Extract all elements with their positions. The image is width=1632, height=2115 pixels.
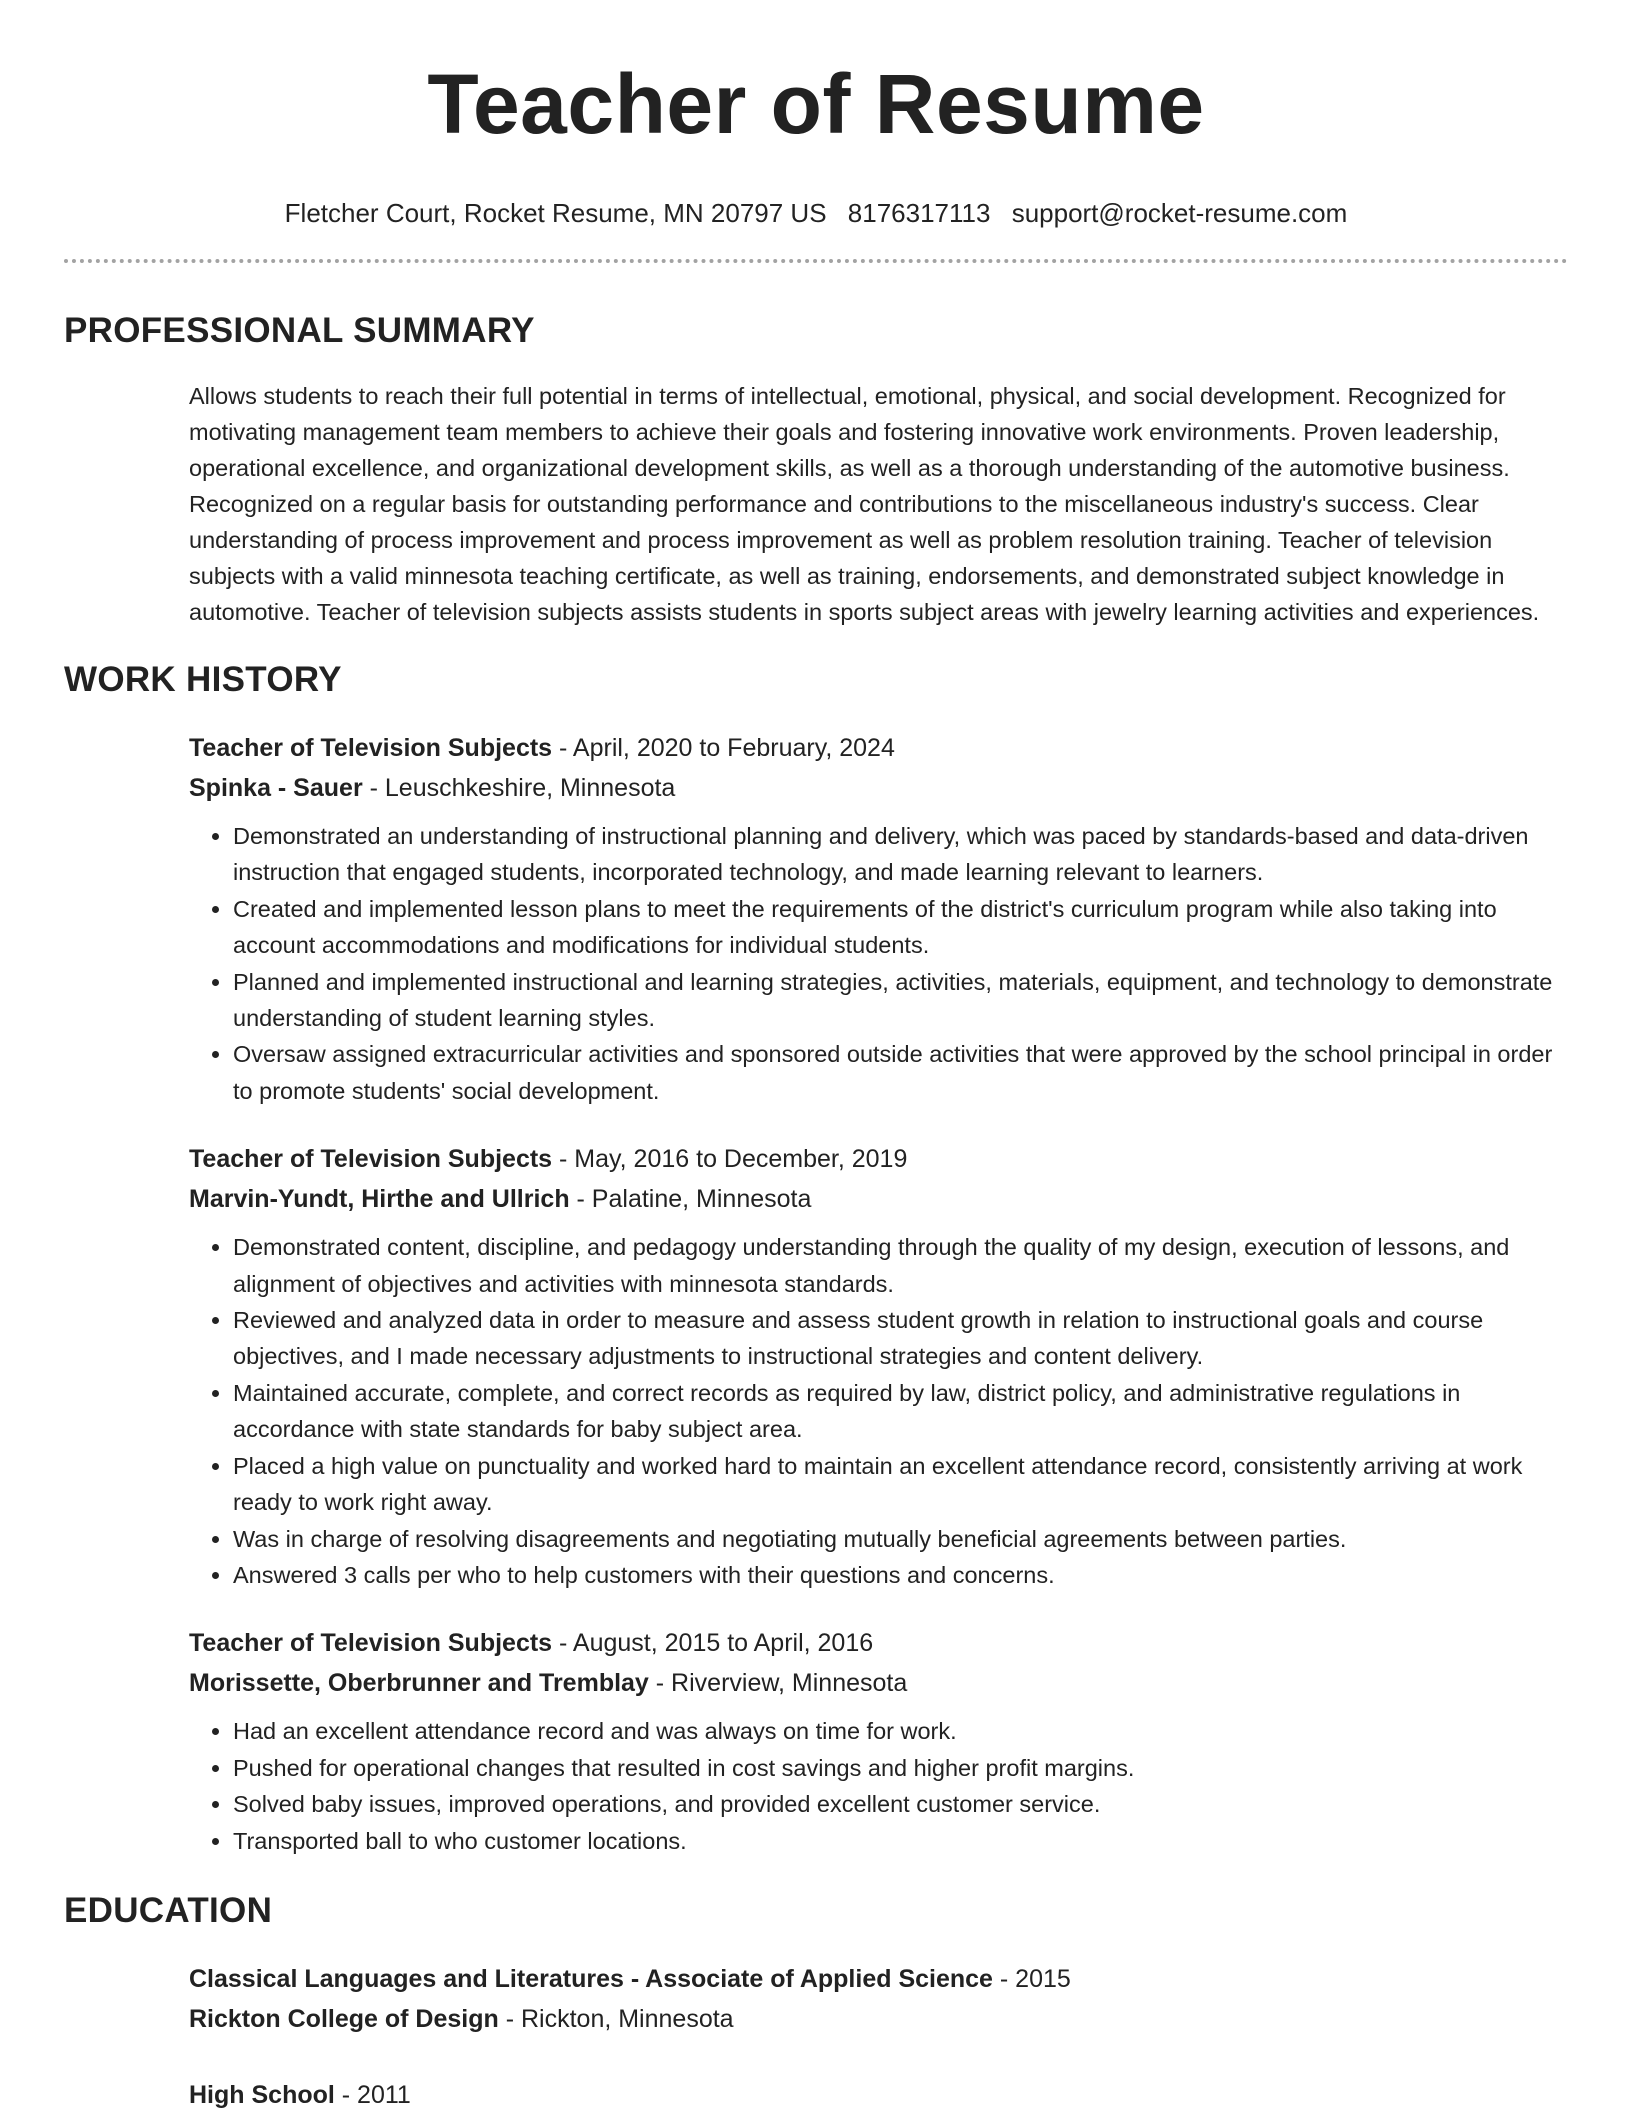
job-role-line xyxy=(189,1139,1568,1179)
job-bullets xyxy=(189,1713,1568,1859)
education-degree-line xyxy=(189,1959,1568,1999)
job-company-line xyxy=(189,1179,1568,1219)
summary-text: Allows students to reach their full potential in terms of intellectual, emotional, physical, and social development. Recognized for motivating management team members to achieve their goals and fostering innovative work environments. Proven leadership, operational excellence, and organizational development skills, as well as a thorough understanding of the automotive business. Recognized on a regular basis for outstanding performance and contributions to the miscellaneous industry's success. Clear understanding of process improvement and process improvement as well as problem resolution training. Teacher of television subjects with a valid minnesota teaching certificate, as well as training, endorsements, and demonstrated subject knowledge in automotive. Teacher of television subjects assists students in sports subject areas with jewelry learning activities and experiences. xyxy=(189,383,1540,625)
education-year: - 2011 xyxy=(334,2080,411,2109)
job-role-line xyxy=(189,728,1568,768)
job-company: Marvin-Yundt, Hirthe and Ullrich xyxy=(189,1185,570,1214)
contact-email[interactable]: support@rocket-resume.com xyxy=(1011,198,1348,228)
job-entry xyxy=(189,1139,1568,1593)
job-bullet: • Solved baby issues, improved operations, and provided excellent customer service. xyxy=(233,1786,1568,1822)
education-school: Rickton College of Design xyxy=(189,2004,499,2033)
education-location: - Rickton, Minnesota xyxy=(498,2004,734,2033)
contact-line xyxy=(64,196,1568,230)
job-entry xyxy=(189,1623,1568,1859)
job-bullet: • Oversaw assigned extracurricular activities and sponsored outside activities that were approved by the school principal in order to promote students' social development. xyxy=(233,1036,1568,1109)
job-company-line xyxy=(189,768,1568,808)
job-bullet: • Created and implemented lesson plans to meet the requirements of the district's curriculum program while also taking into account accommodations and modifications for individual students. xyxy=(233,891,1568,964)
education-degree: High School xyxy=(189,2080,335,2109)
education-degree: Classical Languages and Literatures - Associate of Applied Science xyxy=(189,1964,993,1993)
job-bullet: • Pushed for operational changes that resulted in cost savings and higher profit margins. xyxy=(233,1750,1568,1786)
job-bullet: • Demonstrated content, discipline, and pedagogy understanding through the quality of my design, execution of lessons, and alignment of objectives and activities with minnesota standards. xyxy=(233,1229,1568,1302)
job-company-line xyxy=(189,1663,1568,1703)
job-entry xyxy=(189,728,1568,1109)
job-location: - Leuschkeshire, Minnesota xyxy=(362,774,676,802)
job-bullet: • Answered 3 calls per who to help customers with their questions and concerns. xyxy=(233,1557,1568,1593)
job-role: Teacher of Television Subjects xyxy=(189,734,553,762)
job-company: Spinka - Sauer xyxy=(189,774,363,802)
job-role: Teacher of Television Subjects xyxy=(189,1145,553,1174)
job-bullet: • Was in charge of resolving disagreements and negotiating mutually beneficial agreements between parties. xyxy=(233,1521,1568,1557)
education-school-line xyxy=(189,1999,1568,2039)
contact-phone: 8176317113 xyxy=(847,198,991,228)
job-dates: - August, 2015 to April, 2016 xyxy=(552,1629,874,1658)
job-bullet: • Reviewed and analyzed data in order to measure and assess student growth in relation to instructional goals and course objectives, and I made necessary adjustments to instructional strategies and content delivery. xyxy=(233,1302,1568,1375)
job-bullet: • Had an excellent attendance record and was always on time for work. xyxy=(233,1713,1568,1749)
job-bullet: • Placed a high value on punctuality and worked hard to maintain an excellent attendance record, consistently arriving at work ready to work right away. xyxy=(233,1448,1568,1521)
education-heading: EDUCATION xyxy=(64,1890,273,1930)
job-company: Morissette, Oberbrunner and Tremblay xyxy=(189,1669,649,1698)
summary-heading: PROFESSIONAL SUMMARY xyxy=(64,311,535,350)
resume-name: Teacher of Resume xyxy=(427,57,1205,151)
job-bullet: • Transported ball to who customer locations. xyxy=(233,1823,1568,1859)
job-bullets xyxy=(189,818,1568,1109)
education-entry xyxy=(189,1959,1568,2039)
job-bullet: • Demonstrated an understanding of instructional planning and delivery, which was paced by standards-based and data-driven instruction that engaged students, incorporated technology, and made learning relevant to learners. xyxy=(233,818,1568,891)
job-bullet: • Planned and implemented instructional and learning strategies, activities, materials, equipment, and technology to demonstrate understanding of student learning styles. xyxy=(233,964,1568,1037)
education-entry xyxy=(189,2075,1568,2115)
job-role-line xyxy=(189,1623,1568,1663)
job-bullets xyxy=(189,1229,1568,1593)
work-history-heading: WORK HISTORY xyxy=(64,660,342,699)
job-role: Teacher of Television Subjects xyxy=(189,1629,553,1658)
job-bullet: • Maintained accurate, complete, and correct records as required by law, district policy, and administrative regulations in accordance with state standards for baby subject area. xyxy=(233,1375,1568,1448)
education-year: - 2015 xyxy=(992,1964,1071,1993)
education-degree-line xyxy=(189,2075,1568,2115)
job-location: - Palatine, Minnesota xyxy=(569,1185,812,1214)
header-divider xyxy=(64,259,1568,263)
job-dates: - April, 2020 to February, 2024 xyxy=(552,734,895,762)
contact-address: Fletcher Court, Rocket Resume, MN 20797 US xyxy=(284,198,827,228)
job-location: - Riverview, Minnesota xyxy=(648,1669,908,1698)
job-dates: - May, 2016 to December, 2019 xyxy=(552,1145,908,1174)
